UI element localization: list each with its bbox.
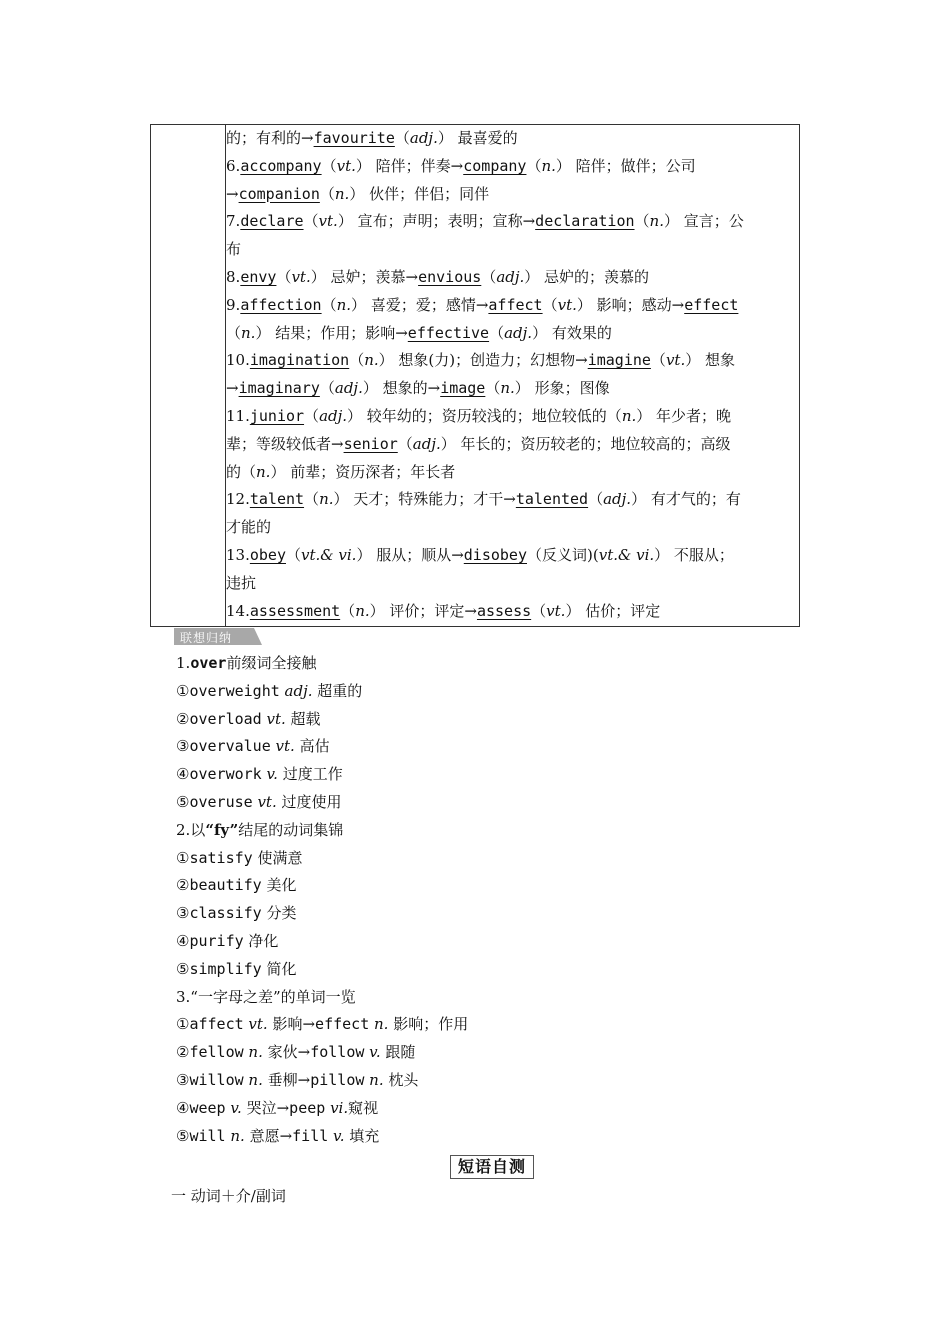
part-of-speech: adj.: [319, 406, 348, 425]
text-fragment: ） 前辈；资历深者；年长者: [270, 462, 456, 481]
text-fragment: （: [321, 295, 337, 314]
text-fragment: ⑤: [176, 792, 190, 811]
part-of-speech: v.: [333, 1126, 345, 1145]
text-fragment: ） 宣言；公: [663, 212, 744, 231]
list-item: [176, 1067, 468, 1095]
text-fragment: 窥视: [348, 1098, 379, 1117]
text-fragment: （: [321, 156, 337, 175]
text-fragment: 使满意: [252, 848, 303, 867]
part-of-speech: vt.: [336, 156, 356, 175]
underlined-word: company: [463, 156, 527, 175]
list-item: [176, 733, 468, 761]
part-of-speech: vt.: [546, 601, 566, 620]
table-line: [226, 236, 799, 264]
text-fragment: ） 较年幼的；资历较浅的；地位较低的（: [347, 406, 622, 425]
text-fragment: 9.: [226, 295, 241, 314]
text-fragment: peep: [289, 1098, 326, 1117]
text-fragment: ④: [176, 1098, 190, 1117]
text-fragment: ①: [176, 1015, 190, 1034]
text-fragment: ③: [176, 737, 190, 756]
text-fragment: ④: [176, 931, 190, 950]
text-fragment: “fy”: [205, 820, 239, 839]
association-list: [176, 650, 468, 1150]
part-of-speech: n.: [541, 156, 556, 175]
text-fragment: 垂柳→: [262, 1070, 311, 1089]
text-fragment: 哭泣→: [241, 1098, 290, 1117]
text-fragment: （: [304, 490, 320, 509]
table-line: [226, 320, 799, 348]
text-fragment: ） 忌妒的；羡慕的: [524, 267, 650, 286]
part-of-speech: n.: [248, 1043, 263, 1062]
part-of-speech: n.: [248, 1070, 263, 1089]
text-fragment: 8.: [226, 267, 241, 286]
phrase-self-test-heading: 短语自测: [450, 1155, 534, 1179]
table-content-cell: [226, 125, 800, 627]
text-fragment: （: [276, 267, 292, 286]
text-fragment: 2.以: [176, 820, 206, 839]
underlined-word: affection: [240, 295, 322, 314]
part-of-speech: n.: [256, 462, 271, 481]
text-fragment: 11.: [226, 406, 250, 425]
text-fragment: ） 结果；作用；影响→: [255, 323, 408, 342]
list-item: [176, 1095, 468, 1123]
list-item: [176, 900, 468, 928]
part-of-speech: vt.: [248, 1015, 268, 1034]
underlined-word: effective: [407, 323, 490, 342]
text-fragment: 高估: [294, 737, 330, 756]
text-fragment: 填充: [344, 1126, 380, 1145]
part-of-speech: vt.: [275, 737, 295, 756]
text-fragment: ④: [176, 765, 190, 784]
text-fragment: 超重的: [312, 681, 363, 700]
text-fragment: →: [226, 379, 239, 398]
underlined-word: talented: [515, 490, 589, 509]
text-fragment: ③: [176, 1070, 190, 1089]
table-left-cell: [151, 125, 226, 627]
text-fragment: （: [349, 351, 365, 370]
text-fragment: purify: [189, 931, 244, 950]
part-of-speech: n.: [374, 1015, 389, 1034]
text-fragment: ①: [176, 848, 190, 867]
part-of-speech: adj.: [284, 681, 313, 700]
text-fragment: 的；有利的→: [226, 129, 314, 147]
text-fragment: ②: [176, 876, 190, 895]
text-fragment: （: [588, 490, 604, 509]
text-fragment: （: [485, 379, 501, 398]
table-line: [226, 403, 799, 431]
text-fragment: classify: [189, 904, 262, 923]
text-fragment: 的（: [226, 462, 257, 481]
text-fragment: effect: [315, 1015, 370, 1034]
text-fragment: ） 评价；评定→: [369, 601, 477, 620]
text-fragment: ⑤: [176, 1126, 190, 1145]
text-fragment: ） 年少者；晚: [636, 406, 732, 425]
part-of-speech: n.: [364, 351, 379, 370]
text-fragment: （: [226, 323, 242, 342]
text-fragment: ） 想象(力)；创造力；幻想物→: [378, 351, 588, 370]
part-of-speech: n.: [334, 184, 350, 203]
table-line: [226, 514, 799, 542]
table-line: [226, 208, 799, 236]
underlined-word: senior: [343, 434, 398, 453]
text-fragment: （: [634, 212, 650, 231]
part-of-speech: n.: [241, 323, 256, 342]
underlined-word: assess: [476, 601, 532, 620]
text-fragment: ） 影响；感动→: [576, 295, 685, 314]
text-fragment: 超载: [285, 709, 321, 728]
text-fragment: will: [189, 1126, 226, 1145]
text-fragment: ） 形象；图像: [514, 379, 610, 398]
underlined-word: junior: [249, 406, 305, 425]
text-fragment: ） 不服从；: [654, 545, 734, 564]
list-item: [176, 650, 468, 678]
text-fragment: 简化: [261, 959, 297, 978]
list-item: [176, 928, 468, 956]
underlined-word: favourite: [313, 129, 395, 147]
table-line: [226, 125, 799, 153]
part-of-speech: v.: [266, 765, 278, 784]
part-of-speech: adj.: [504, 323, 533, 342]
table-line: [226, 542, 799, 570]
text-fragment: ） 估价；评定: [565, 601, 661, 620]
text-fragment: satisfy: [189, 848, 253, 867]
underlined-word: talent: [249, 490, 305, 509]
text-fragment: weep: [189, 1098, 226, 1117]
section-subheading: 一 动词＋介/副词: [171, 1187, 286, 1205]
list-item: [176, 678, 468, 706]
text-fragment: 前缀词全接触: [226, 654, 317, 672]
text-fragment: 辈；等级较低者→: [226, 434, 344, 453]
list-item: [176, 1123, 468, 1151]
text-fragment: （: [319, 184, 335, 203]
underlined-word: image: [440, 379, 486, 398]
text-fragment: ） 伙伴；伴侣；同伴: [349, 184, 490, 203]
table-line: [226, 486, 799, 514]
part-of-speech: vt.& vi.: [598, 545, 655, 564]
text-fragment: over: [190, 654, 227, 672]
text-fragment: 过度工作: [277, 765, 343, 784]
part-of-speech: vt.& vi.: [301, 545, 357, 564]
part-of-speech: n.: [336, 295, 352, 314]
part-of-speech: vt.: [266, 709, 286, 728]
text-fragment: affect: [189, 1015, 244, 1034]
underlined-word: declare: [240, 212, 304, 231]
text-fragment: ） 喜爱；爱；感情→: [351, 295, 489, 314]
text-fragment: 过度使用: [276, 792, 342, 811]
text-fragment: ③: [176, 904, 190, 923]
table-line: [226, 459, 799, 487]
underlined-word: companion: [238, 184, 320, 203]
list-item: [176, 872, 468, 900]
text-fragment: simplify: [189, 959, 262, 978]
text-fragment: pillow: [310, 1070, 365, 1089]
text-fragment: fill: [292, 1126, 329, 1145]
part-of-speech: adj.: [409, 129, 438, 147]
list-item: [176, 1011, 468, 1039]
text-fragment: ） 想象的→: [362, 379, 441, 398]
underlined-word: affect: [488, 295, 543, 314]
table-line: [226, 181, 799, 209]
text-fragment: overweight: [189, 681, 280, 700]
underlined-word: declaration: [535, 212, 635, 231]
part-of-speech: n.: [230, 1126, 245, 1145]
text-fragment: 7.: [226, 212, 241, 231]
part-of-speech: n.: [369, 1070, 384, 1089]
text-fragment: ） 想象: [685, 351, 735, 370]
text-fragment: follow: [310, 1043, 365, 1062]
part-of-speech: n.: [649, 212, 664, 231]
part-of-speech: vi.: [330, 1098, 349, 1117]
table-line: [226, 570, 799, 598]
text-fragment: overuse: [189, 792, 253, 811]
text-fragment: （: [394, 129, 410, 147]
part-of-speech: vt.: [291, 267, 311, 286]
text-fragment: 意愿→: [244, 1126, 293, 1145]
text-fragment: ） 有才气的；有: [631, 490, 741, 509]
part-of-speech: vt.: [665, 351, 686, 370]
list-item: [176, 817, 468, 845]
underlined-word: obey: [249, 545, 286, 564]
text-fragment: ） 陪伴；伴奏→: [355, 156, 464, 175]
text-fragment: （: [340, 601, 356, 620]
list-item: [176, 706, 468, 734]
text-fragment: （: [285, 545, 301, 564]
text-fragment: （反义词)(: [527, 545, 599, 564]
underlined-word: imaginary: [238, 379, 320, 398]
text-fragment: ①: [176, 681, 190, 700]
part-of-speech: n.: [355, 601, 370, 620]
text-fragment: （: [303, 212, 319, 231]
part-of-speech: adj.: [496, 267, 525, 286]
part-of-speech: v.: [230, 1098, 242, 1117]
text-fragment: 6.: [226, 156, 241, 175]
list-item: [176, 761, 468, 789]
list-item: [176, 1039, 468, 1067]
underlined-word: envious: [418, 267, 482, 286]
text-fragment: （: [650, 351, 666, 370]
table-line: [226, 292, 799, 320]
list-item: [176, 984, 468, 1012]
text-fragment: overvalue: [189, 737, 271, 756]
text-fragment: 12.: [226, 490, 250, 509]
text-fragment: overload: [189, 709, 262, 728]
part-of-speech: vt.: [557, 295, 577, 314]
text-fragment: （: [526, 156, 542, 175]
list-item: [176, 956, 468, 984]
text-fragment: 10.: [226, 351, 250, 370]
text-fragment: 净化: [243, 931, 279, 950]
table-line: [226, 347, 799, 375]
table-line: [226, 264, 799, 292]
text-fragment: 布: [226, 240, 242, 259]
text-fragment: ） 最喜爱的: [437, 129, 518, 147]
association-tag: [174, 628, 262, 645]
part-of-speech: adj.: [603, 490, 632, 509]
underlined-word: imagine: [587, 351, 651, 370]
part-of-speech: n.: [500, 379, 515, 398]
text-fragment: 影响；作用: [388, 1015, 469, 1034]
text-fragment: 3.“一字母之差”的单词一览: [176, 987, 356, 1006]
underlined-word: disobey: [463, 545, 527, 564]
text-fragment: willow: [189, 1070, 244, 1089]
list-item: [176, 845, 468, 873]
text-fragment: 跟随: [380, 1043, 416, 1062]
text-fragment: 13.: [226, 545, 250, 564]
text-fragment: 枕头: [383, 1070, 419, 1089]
part-of-speech: adj.: [334, 379, 363, 398]
text-fragment: （: [481, 267, 497, 286]
text-fragment: （: [531, 601, 547, 620]
table-line: [226, 431, 799, 459]
underlined-word: imagination: [249, 351, 350, 370]
underlined-word: envy: [240, 267, 277, 286]
underlined-word: accompany: [240, 156, 322, 175]
text-fragment: 美化: [261, 876, 297, 895]
vocabulary-table: [150, 124, 800, 627]
text-fragment: （: [542, 295, 558, 314]
list-item: [176, 789, 468, 817]
text-fragment: （: [397, 434, 413, 453]
text-fragment: overwork: [189, 765, 262, 784]
text-fragment: ⑤: [176, 959, 190, 978]
text-fragment: 分类: [261, 904, 297, 923]
underlined-word: effect: [684, 295, 739, 314]
text-fragment: ） 陪伴；做伴；公司: [555, 156, 696, 175]
text-fragment: 结尾的动词集锦: [238, 820, 344, 839]
text-fragment: 影响→: [267, 1015, 316, 1034]
table-line: [226, 598, 799, 626]
underlined-word: assessment: [249, 601, 341, 620]
part-of-speech: vt.: [257, 792, 277, 811]
part-of-speech: vt.: [318, 212, 338, 231]
text-fragment: （: [304, 406, 320, 425]
text-fragment: ②: [176, 709, 190, 728]
text-fragment: ） 宣布；声明；表明；宣称→: [337, 212, 536, 231]
text-fragment: ） 忌妒；羡慕→: [310, 267, 419, 286]
table-line: [226, 375, 799, 403]
text-fragment: 14.: [226, 601, 250, 620]
text-fragment: ） 服从；顺从→: [356, 545, 464, 564]
text-fragment: beautify: [189, 876, 262, 895]
part-of-speech: n.: [319, 490, 334, 509]
text-fragment: 违抗: [226, 573, 257, 592]
part-of-speech: v.: [369, 1043, 381, 1062]
text-fragment: （: [489, 323, 505, 342]
text-fragment: fellow: [189, 1043, 244, 1062]
text-fragment: 1.: [176, 654, 191, 672]
part-of-speech: adj.: [412, 434, 441, 453]
text-fragment: 才能的: [226, 518, 272, 537]
tag-label: 联想归纳: [180, 631, 233, 645]
text-fragment: ） 年长的；资历较老的；地位较高的；高级: [440, 434, 731, 453]
text-fragment: （: [319, 379, 335, 398]
text-fragment: ） 有效果的: [532, 323, 612, 342]
part-of-speech: n.: [621, 406, 637, 425]
text-fragment: 家伙→: [262, 1043, 311, 1062]
vocabulary-lines: [226, 125, 799, 625]
table-line: [226, 153, 799, 181]
text-fragment: ②: [176, 1043, 190, 1062]
text-fragment: →: [226, 184, 239, 203]
text-fragment: ） 天才；特殊能力；才干→: [333, 490, 516, 509]
